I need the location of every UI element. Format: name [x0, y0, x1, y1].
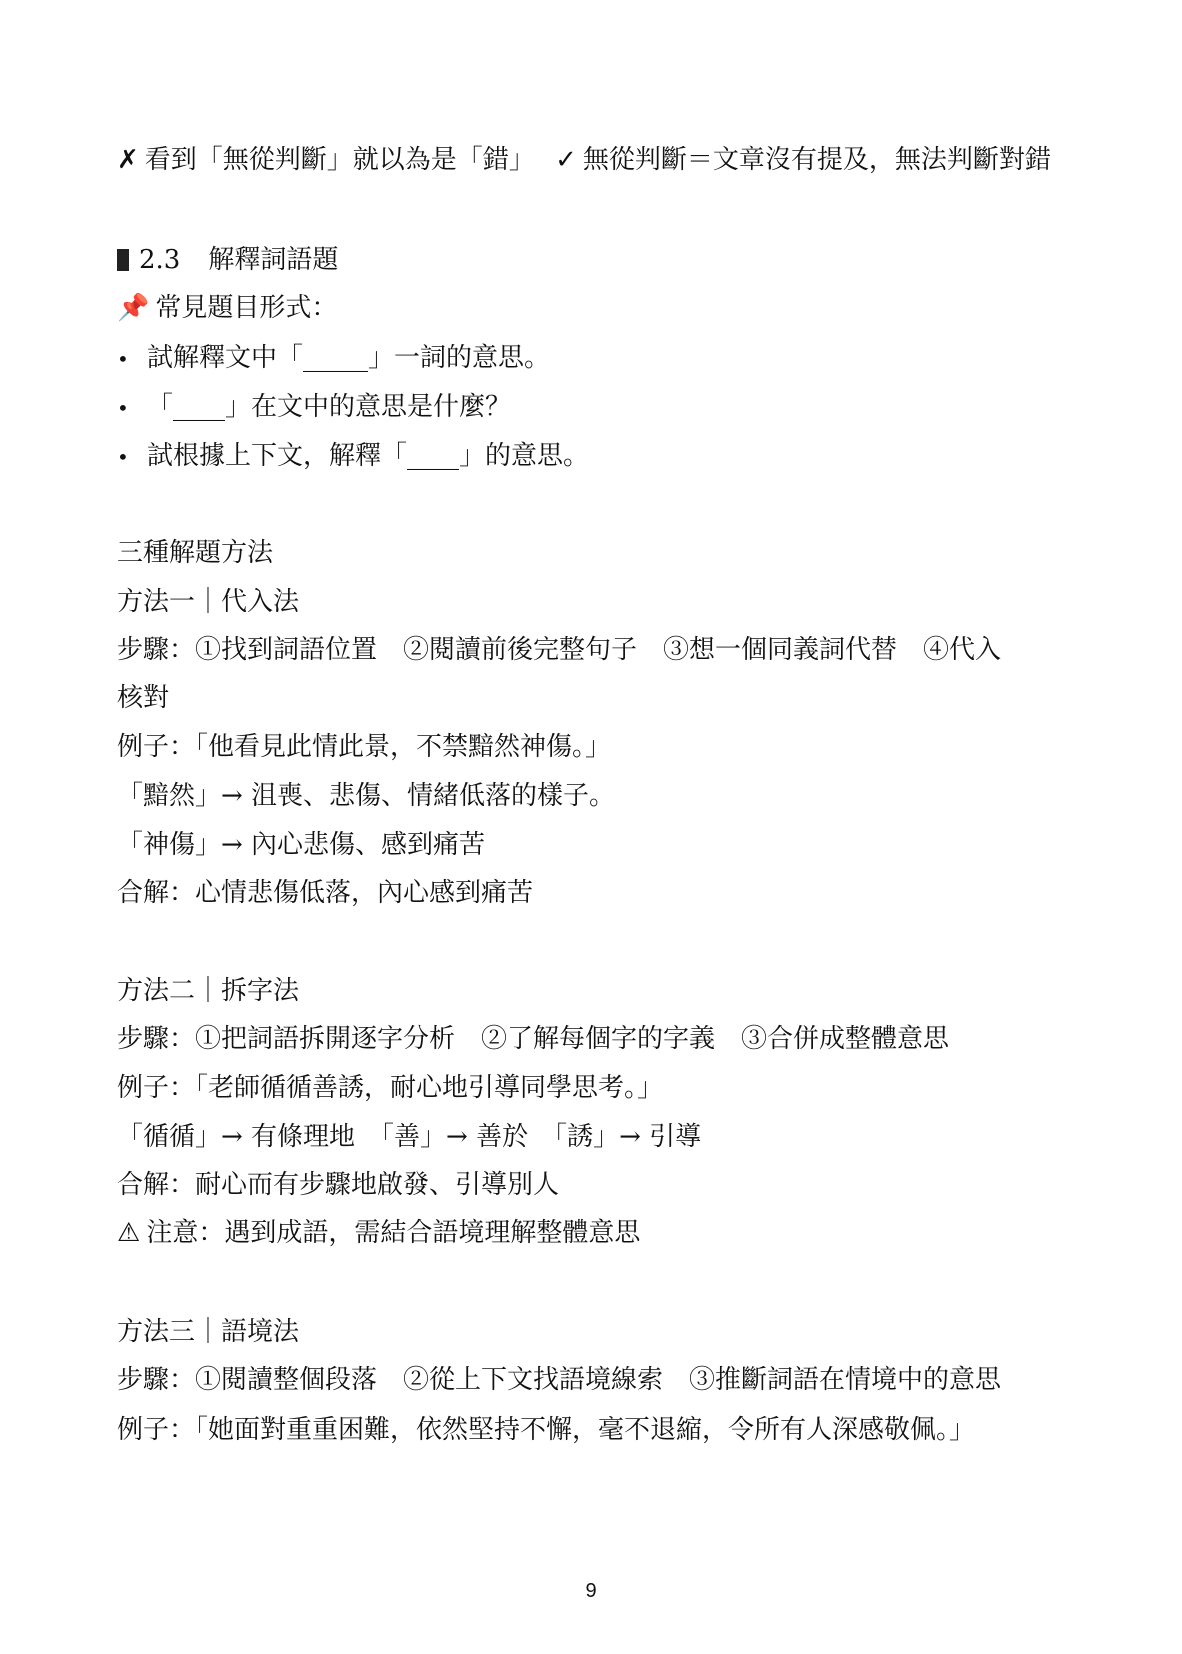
- methods-heading: 三種解題方法: [117, 538, 274, 568]
- method1-steps: 步驟：①找到詞語位置 ②閱讀前後完整句子 ③想一個同義詞代替 ④代入: [117, 635, 1002, 665]
- method1-title: 方法一｜代入法: [117, 587, 300, 617]
- list-item: [117, 387, 1077, 428]
- method1-steps-cont: 核對: [117, 683, 170, 713]
- list-item: [117, 436, 1077, 477]
- method1-gloss: 「黯然」→ 沮喪、悲傷、情緒低落的樣子。: [117, 781, 616, 811]
- form-item-text: 試解釋文中「_____」一詞的意思。: [147, 343, 551, 373]
- bullet-icon: •: [117, 396, 129, 420]
- wrong-tip-text: 看到「無從判斷」就以為是「錯」: [144, 145, 535, 175]
- method2-gloss: 「循循」→ 有條理地 「善」→ 善於 「誘」→ 引導: [117, 1122, 702, 1152]
- check-icon: ✓: [555, 145, 577, 175]
- tip-line: [117, 140, 1077, 180]
- method1-combined: 合解：心情悲傷低落，內心感到痛苦: [117, 878, 534, 908]
- cross-icon: ✗: [117, 145, 139, 175]
- list-item: [117, 338, 1077, 379]
- method3-example: 例子：「她面對重重困難，依然堅持不懈，毫不退縮，令所有人深感敬佩。」: [117, 1415, 976, 1445]
- section-number: 2.3: [139, 245, 181, 275]
- square-icon: [117, 249, 129, 271]
- warning-text: 注意：遇到成語，需結合語境理解整體意思: [146, 1218, 641, 1248]
- page-number: 9: [585, 1580, 597, 1602]
- pin-icon: 📌: [117, 293, 150, 323]
- method2-steps: 步驟：①把詞語拆開逐字分析 ②了解每個字的字義 ③合併成整體意思: [117, 1024, 950, 1054]
- method3-steps: 步驟：①閱讀整個段落 ②從上下文找語境線索 ③推斷詞語在情境中的意思: [117, 1365, 1002, 1395]
- section-title: 解釋詞語題: [208, 245, 339, 275]
- bullet-icon: •: [117, 445, 129, 469]
- form-item-text: 「____」在文中的意思是什麼？: [147, 392, 512, 422]
- method2-example: 例子：「老師循循善誘，耐心地引導同學思考。」: [117, 1073, 664, 1103]
- method2-title: 方法二｜拆字法: [117, 976, 300, 1006]
- method2-combined: 合解：耐心而有步驟地啟發、引導別人: [117, 1170, 560, 1200]
- method2-warning: [117, 1213, 1077, 1253]
- bullet-icon: •: [117, 347, 129, 371]
- warning-icon: ⚠: [117, 1218, 141, 1248]
- form-item-text: 試根據上下文，解釋「____」的意思。: [147, 441, 590, 471]
- forms-heading: [117, 288, 1077, 328]
- right-tip-text: 無從判斷＝文章沒有提及，無法判斷對錯: [582, 145, 1051, 175]
- method3-title: 方法三｜語境法: [117, 1317, 300, 1347]
- section-heading: [117, 240, 1077, 280]
- forms-heading-text: 常見題目形式：: [155, 293, 338, 323]
- method1-gloss: 「神傷」→ 內心悲傷、感到痛苦: [117, 830, 486, 860]
- method1-example: 例子：「他看見此情此景，不禁黯然神傷。」: [117, 732, 612, 762]
